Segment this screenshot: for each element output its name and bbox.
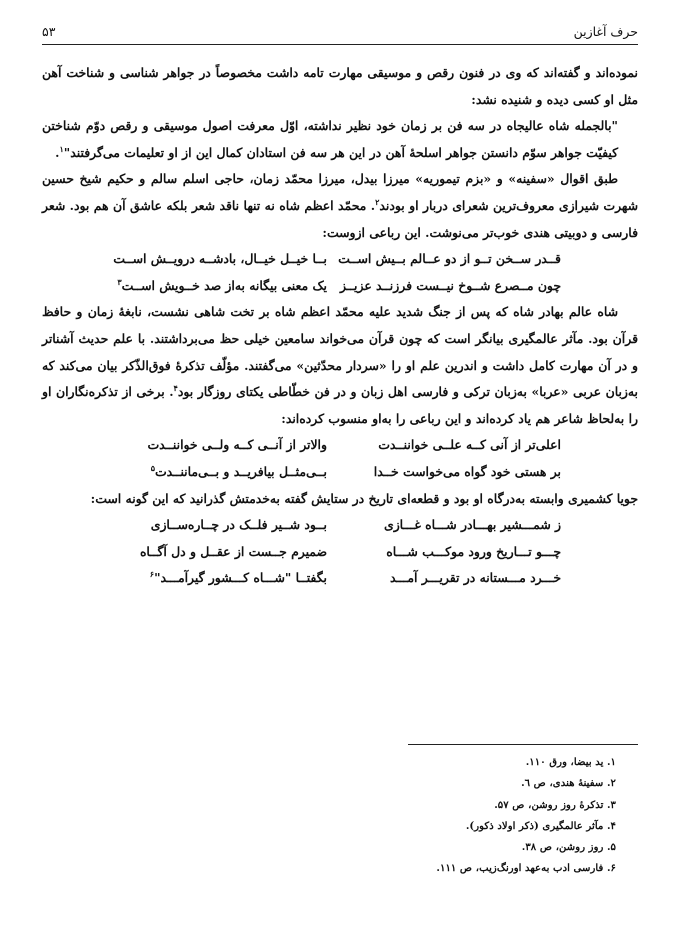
footnotes-list (56, 752, 616, 880)
page-header (42, 20, 638, 42)
hemistich-first: بر هستی خود گواه می‌خواست خــدا (373, 463, 561, 479)
hemistich-second: بــا خیــل خیــال، بادشــه درویــش اســت (113, 251, 327, 267)
footnote-item: ۶. فارسی ادب به‌عهد اورنگ‌زیب، ص ۱۱۱. (436, 862, 616, 875)
header-divider (42, 44, 638, 45)
hemistich-first: چـــو تـــاریخ ورود موکـــب شـــاه (386, 543, 561, 559)
hemistich-second: ضمیرم جــست از عقــل و دل آگــاه (139, 543, 327, 559)
paragraph-2-text: طبق اقوال «سفینه» و «بزم تیموریه» میرزا بیدل، میرزا محمّد زمان، حاجی اسلم سالم و حکیم شیخ حسین شهرت شیرازی معروف‌ترین شعرای دربار او بودند (42, 171, 639, 213)
paragraph-4 (42, 486, 638, 513)
hemistich-second-text: بــی‌مثــل بیافریــد و بــی‌ماننــدت (155, 463, 327, 479)
footnote-divider (408, 744, 638, 745)
hemistich-second-text: بگفتــا "شـــاه کـــشور گیرآمـــد" (154, 570, 327, 586)
footnote-ref-1: ۱ (59, 143, 64, 154)
quote-block: "بالجمله شاه عالیجاه در سه فن بر زمان خود نظیر نداشته، اوّل معرفت اصول موسیقی و رقص دوّم شناختن کیفیّت جواهر سوّم دانستن جواهر اسلحهٔ آهن در این هر سه فن استادان کمال این از او تعلیمات می‌گرفتند"$^۱$. (42, 118, 618, 160)
verse-line (42, 459, 638, 486)
verse-line (42, 432, 638, 459)
hemistich-first: خـــرد مـــستانه در تقریـــر آمـــد (389, 570, 561, 586)
verse-line (42, 539, 638, 566)
hemistich-first: اعلی‌تر از آنی کــه علــی خواننــدت (378, 437, 561, 453)
footnote-ref-2: ۲ (375, 196, 380, 207)
footnote-item: ۱. ید بیضا، ورق ۱۱۰. (525, 756, 616, 768)
paragraph-4-text: جویا کشمیری وابسته به‌درگاه او بود و قطعه‌ای تاریخ در ستایش گفته به‌خدمتش گذرانید که این گونه است: (90, 490, 638, 506)
running-title: حرف آغازین (573, 24, 638, 39)
verse-line (42, 246, 638, 273)
hemistich-second (119, 565, 327, 592)
footnote-item: ۵. روز روشن، ص ۳۸. (521, 841, 616, 854)
quote-text: "بالجمله شاه عالیجاه در سه فن بر زمان خود نظیر نداشته، اوّل معرفت اصول موسیقی و رقص دوّم شناختن کیفیّت جواهر سوّم دانستن جواهر اسلحهٔ آهن در این هر سه فن استادان کمال این از او تعلیمات می‌گرفتند" (42, 118, 618, 160)
paragraph-1 (42, 60, 638, 113)
verse-rubai-1 (42, 246, 638, 299)
verse-line (42, 512, 638, 539)
hemistich-first: چون مــصرع شــوخ نیــست فرزنــد عزیــز (339, 277, 561, 293)
paragraph-3-text: شاه عالم بهادر شاه که پس از جنگ شدید علیه محمّد اعظم شاه بر تخت شاهی نشست، نابغهٔ زمان و حافظ قرآن بود. مآثر عالمگیری بیانگر است که چون قرآن می‌خواند سامعین خیلی حظ می‌برداشتند. با علم حدیث آشناتر و در آن مهارت کامل داشت و اندرین علم او را «سردار محدّثین» می‌گفتند. مؤلّف تذکرهٔ فوق‌الذّکر بیان می‌کند که به‌زبان عربی «عربا» به‌زبان ترکی و فارسی اهل زبان و در فن خطّاطی یکتای روزگار بود (42, 304, 638, 400)
footnote-ref-3: ۳ (117, 276, 122, 287)
hemistich-first: قــدر ســخن تــو از دو عــالم بــیش اســت (338, 251, 561, 267)
main-text (42, 60, 638, 592)
verse-line (42, 565, 638, 592)
paragraph-1-text: نموده‌اند و گفته‌اند که وی در فنون رقص و موسیقی مهارت تامه داشت مخصوصاً در جواهر شناسی و شناخت آهن مثل او کسی دیده و شنیده نشد: (42, 65, 638, 107)
verse-qita (42, 512, 638, 592)
paragraph-3 (42, 299, 638, 432)
footnote-ref-6: ۶ (149, 569, 155, 580)
paragraph-2-continuation: . محمّد اعظم شاه نه تنها ناقد شعر بلکه عاشق آن هم بود. شعر فارسی و دوبیتی هندی خوب‌تر می‌نوشت. این رباعی ازوست: (42, 197, 638, 240)
paragraph-2 (42, 166, 638, 246)
hemistich-second-text: یک معنی بیگانه به‌از صد خــویش اســت (121, 277, 327, 293)
footnote-ref-5: ۵ (150, 462, 156, 473)
verse-line (42, 273, 638, 300)
footnote-item: ۲. سفینهٔ هندی، ص ٦. (521, 777, 616, 790)
hemistich-second: بــود شــیر فلــک در چــاره‌ســازی (150, 517, 327, 533)
hemistich-second: والاتر از آنــی کــه ولــی خواننــدت (147, 437, 327, 453)
footnote-item: ۳. تذکرهٔ روز روشن، ص ۵۷. (494, 798, 616, 811)
page-number: ۵۳ (42, 24, 56, 39)
footnote-item: ۴. مآثر عالمگیری (ذکر اولاد ذکور). (465, 819, 616, 832)
hemistich-second (119, 273, 327, 300)
hemistich-first: ز شمـــشیر بهـــادر شـــاه غـــازی (384, 517, 561, 533)
paragraph-3-continuation: . برخی از تذکره‌نگاران او را به‌لحاظ شاعر هم یاد کرده‌اند و این رباعی را به‌او منسوب کرده‌اند: (42, 384, 638, 426)
footnote-ref-4: ۴ (173, 383, 178, 393)
hemistich-second (119, 459, 327, 486)
verse-rubai-2 (42, 432, 638, 485)
